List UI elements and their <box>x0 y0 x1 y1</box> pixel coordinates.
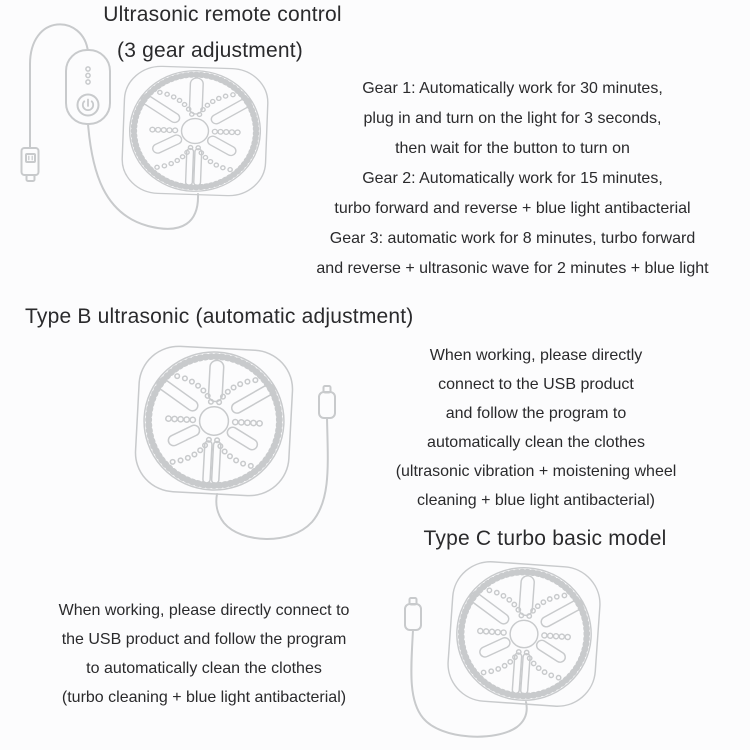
section-type-b-description <box>350 341 722 515</box>
usb-cable-path <box>216 418 328 539</box>
description-line: turbo forward and reverse + blue light antibacterial <box>334 200 691 217</box>
section-remote-description <box>295 74 730 284</box>
description-line: connect to the USB product <box>438 376 634 393</box>
section-type-c-title: Type C turbo basic model <box>423 527 667 550</box>
description-line: plug in and turn on the light for 3 seconds, <box>363 110 662 127</box>
washer-turbine-disc-icon <box>121 65 269 197</box>
section-remote-title-line1: Ultrasonic remote control <box>103 3 342 26</box>
section-remote-title-line2: (3 gear adjustment) <box>117 39 303 62</box>
description-line: Gear 2: Automatically work for 15 minutes, <box>362 170 663 187</box>
description-line: to automatically clean the clothes <box>86 660 322 677</box>
section-type-c-description <box>18 596 390 712</box>
description-line: (ultrasonic vibration + moistening wheel <box>395 463 677 480</box>
description-line: and follow the program to <box>445 405 627 422</box>
description-line: automatically clean the clothes <box>427 434 645 451</box>
description-line: the USB product and follow the program <box>61 631 347 648</box>
section-type-b-title: Type B ultrasonic (automatic adjustment) <box>25 305 414 328</box>
usb-connector-icon <box>405 598 421 630</box>
description-line: When working, please directly <box>429 347 643 364</box>
description-line: cleaning + blue light antibacterial) <box>417 492 655 509</box>
usb-cable-path <box>411 630 526 737</box>
description-line: then wait for the button to turn on <box>395 140 630 157</box>
description-line: When working, please directly connect to <box>58 602 350 619</box>
usb-a-plug-icon <box>22 148 39 181</box>
washer-turbine-disc-icon <box>133 344 294 497</box>
description-line: Gear 1: Automatically work for 30 minutes, <box>362 80 663 97</box>
washer-turbine-disc-icon <box>446 559 603 708</box>
description-line: Gear 3: automatic work for 8 minutes, turbo forward <box>329 230 696 247</box>
usb-connector-icon <box>319 386 335 418</box>
description-line: and reverse + ultrasonic wave for 2 minutes + blue light <box>316 260 709 277</box>
description-line: (turbo cleaning + blue light antibacterial) <box>61 689 347 706</box>
